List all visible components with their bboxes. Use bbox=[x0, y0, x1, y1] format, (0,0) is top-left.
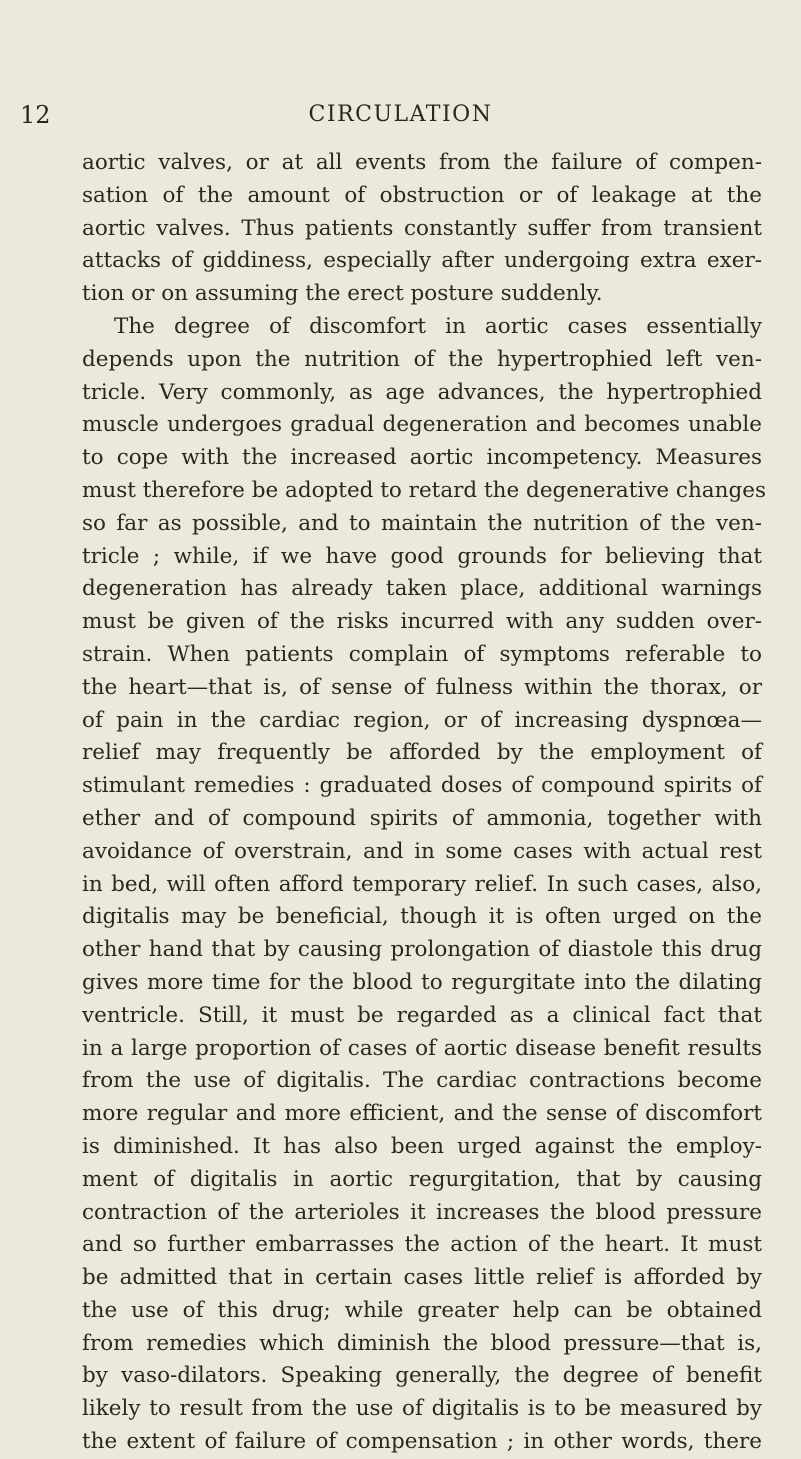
running-title: CIRCULATION bbox=[308, 102, 493, 127]
text-line: gives more time for the blood to regurgitate into the dilating bbox=[82, 969, 762, 995]
text-line: tricle ; while, if we have good grounds for believing that bbox=[82, 543, 762, 569]
text-line: degeneration has already taken place, additional warnings bbox=[82, 576, 762, 602]
text-line: ventricle. Still, it must be regarded as a clinical fact that bbox=[82, 1002, 762, 1028]
text-line: must therefore be adopted to retard the degenerative changes bbox=[82, 477, 766, 503]
text-line: ether and of compound spirits of ammonia, together with bbox=[82, 805, 762, 831]
text-line: avoidance of overstrain, and in some cases with actual rest bbox=[82, 838, 762, 864]
text-line: is diminished. It has also been urged against the employ- bbox=[82, 1133, 762, 1159]
text-line: depends upon the nutrition of the hypertrophied left ven- bbox=[82, 346, 762, 372]
text-line: the extent of failure of compensation ; in other words, there bbox=[82, 1429, 762, 1455]
running-head bbox=[0, 100, 801, 130]
text-line: ment of digitalis in aortic regurgitation, that by causing bbox=[82, 1166, 762, 1192]
text-line: to cope with the increased aortic incompetency. Measures bbox=[82, 445, 762, 471]
paragraph-2 bbox=[82, 311, 766, 1459]
text-line: tricle. Very commonly, as age advances, the hypertrophied bbox=[82, 379, 762, 405]
text-line: digitalis may be beneficial, though it is often urged on the bbox=[82, 904, 762, 930]
text-line: other hand that by causing prolongation of diastole this drug bbox=[82, 937, 762, 963]
page-number: 12 bbox=[20, 101, 51, 129]
text-line: aortic valves, or at all events from the failure of compen- bbox=[82, 150, 762, 175]
text-line: tion or on assuming the erect posture suddenly. bbox=[82, 281, 603, 307]
text-line: attacks of giddiness, especially after undergoing extra exer- bbox=[82, 248, 762, 274]
text-line: The degree of discomfort in aortic cases essentially bbox=[114, 313, 762, 339]
text-line: so far as possible, and to maintain the nutrition of the ven- bbox=[82, 510, 762, 536]
text-line: aortic valves. Thus patients constantly suffer from transient bbox=[82, 215, 762, 241]
text-line: the use of this drug; while greater help can be obtained bbox=[82, 1297, 762, 1323]
text-line: stimulant remedies : graduated doses of compound spirits of bbox=[82, 773, 762, 799]
text-line: in a large proportion of cases of aortic disease benefit results bbox=[82, 1035, 762, 1061]
text-line: relief may frequently be afforded by the employment of bbox=[82, 740, 762, 766]
text-line: and so further embarrasses the action of the heart. It must bbox=[82, 1232, 762, 1258]
text-line: more regular and more efficient, and the sense of discomfort bbox=[82, 1101, 762, 1127]
text-line: from the use of digitalis. The cardiac contractions become bbox=[82, 1068, 762, 1094]
text-line: the heart—that is, of sense of fulness within the thorax, or bbox=[82, 674, 762, 700]
paragraph-1 bbox=[82, 147, 762, 311]
text-line: strain. When patients complain of symptoms referable to bbox=[82, 641, 762, 667]
text-line: by vaso-dilators. Speaking generally, the degree of benefit bbox=[82, 1363, 762, 1389]
text-line: likely to result from the use of digitalis is to be measured by bbox=[82, 1396, 762, 1422]
text-line: contraction of the arterioles it increases the blood pressure bbox=[82, 1199, 762, 1225]
text-line: of pain in the cardiac region, or of increasing dyspnœa— bbox=[82, 707, 762, 733]
text-line: in bed, will often afford temporary relief. In such cases, also, bbox=[82, 871, 762, 897]
body-text bbox=[82, 147, 766, 1459]
text-line: muscle undergoes gradual degeneration and becomes unable bbox=[82, 412, 762, 438]
text-line: must be given of the risks incurred with any sudden over- bbox=[82, 609, 762, 635]
text-line: from remedies which diminish the blood pressure—that is, bbox=[82, 1330, 762, 1356]
text-line: sation of the amount of obstruction or of leakage at the bbox=[82, 182, 762, 208]
text-line: be admitted that in certain cases little relief is afforded by bbox=[82, 1265, 762, 1291]
